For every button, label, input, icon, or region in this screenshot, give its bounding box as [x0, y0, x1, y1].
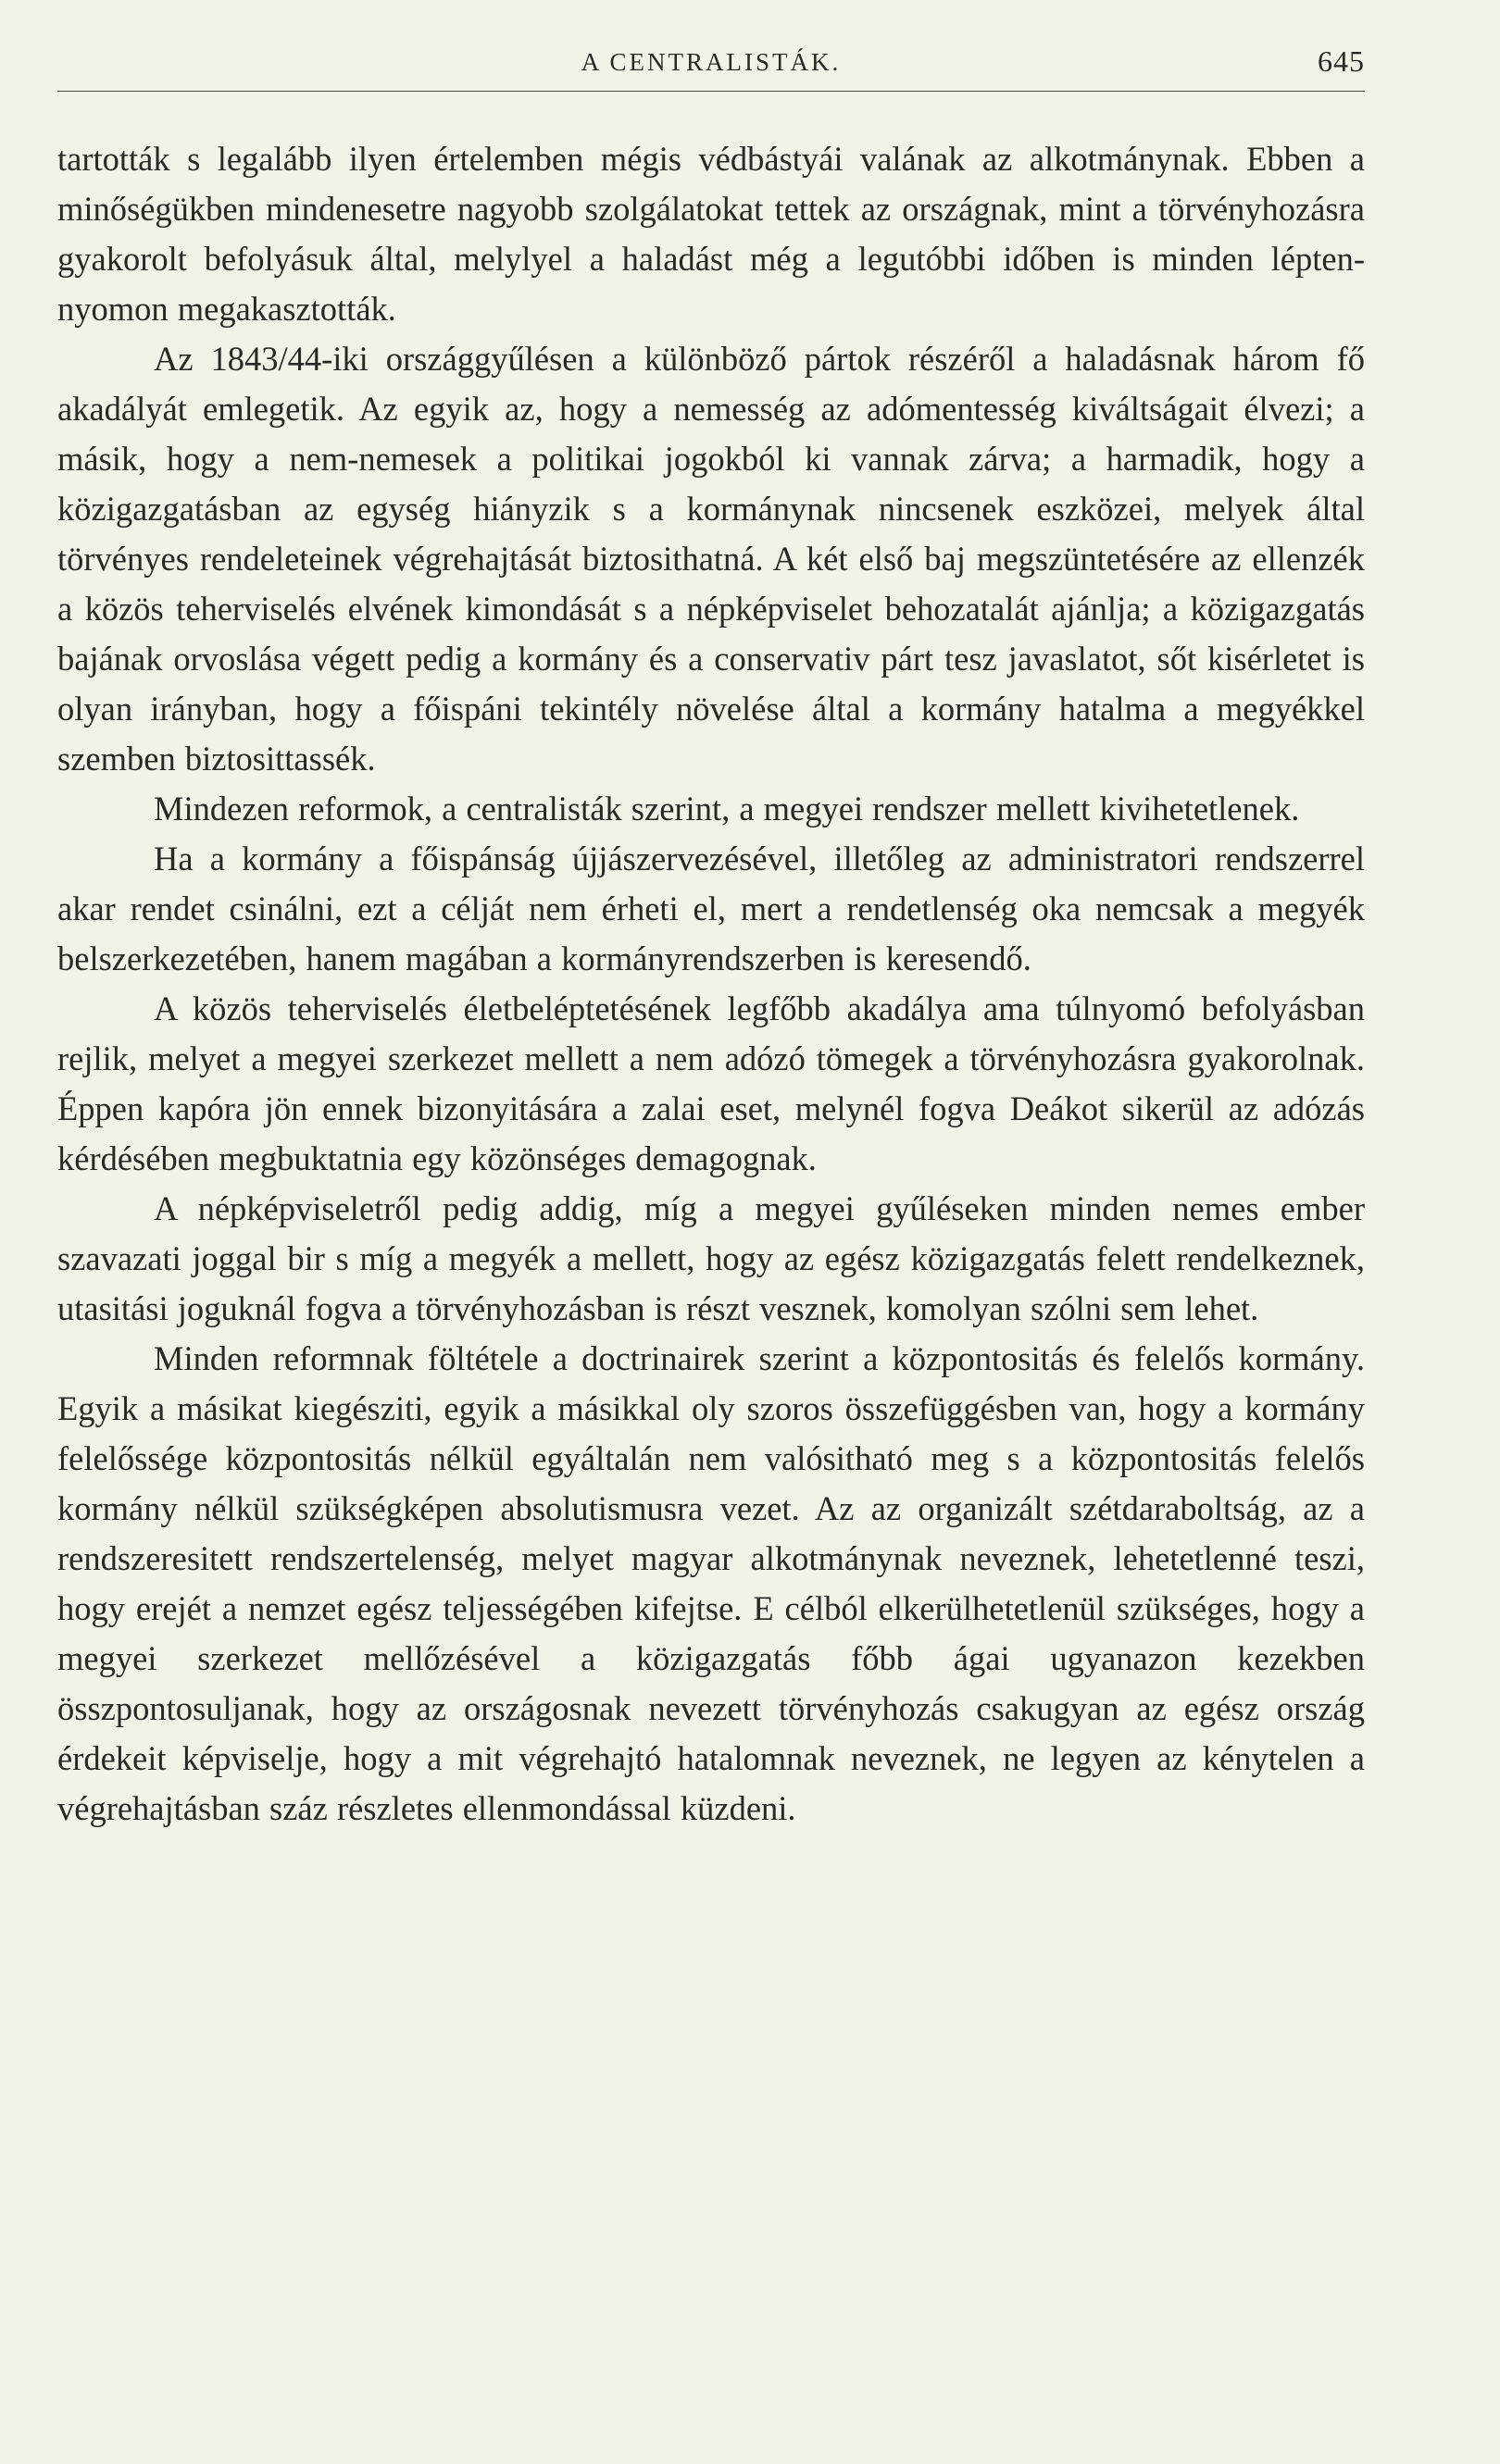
paragraph: A közös teherviselés életbeléptetésének legfőbb akadálya ama túlnyomó befolyásban rejlik, melyet a megyei szerkezet mellett a nem adózó tömegek a törvényhozásra gyakorolnak. Éppen kapóra jön ennek bizonyitására a zalai eset, melynél fogva Deákot sikerül az adózás kérdésében megbuktatnia egy közönséges demagognak.: [57, 989, 1365, 1177]
book-page: [57, 37, 1365, 1834]
paragraph: A népképviseletről pedig addig, míg a megyei gyűléseken minden nemes ember szavazati joggal bir s míg a megyék a mellett, hogy az egész közigazgatás felett rendelkeznek, utasitási joguknál fogva a törvényhozásban is részt vesznek, komolyan szólni sem lehet.: [57, 1189, 1365, 1327]
paragraph: Az 1843/44-iki országgyűlésen a különböző pártok részéről a haladásnak három fő akadályát emlegetik. Az egyik az, hogy a nemesség az adómentesség kiváltságait élvezi; a másik, hogy a nem-nemesek a politikai jogokból ki vannak zárva; a harmadik, hogy a közigazgatásban az egység hiányzik s a kormánynak nincsenek eszközei, melyek által törvényes rendeleteinek végrehajtását biztosithatná. A két első baj megszüntetésére az ellenzék a közös teherviselés elvének kimondását s a népképviselet behozatalát ajánlja; a közigazgatás bajának orvoslása végett pedig a kormány és a conservativ párt tesz javaslatot, sőt kisérletet is olyan irányban, hogy a főispáni tekintély növelése által a kormány hatalma a megyékkel szemben biztosittassék.: [57, 340, 1365, 778]
running-title: A CENTRALISTÁK.: [581, 48, 842, 76]
paragraph: Mindezen reformok, a centralisták szerint, a megyei rendszer mellett kivihetetlenek.: [154, 790, 1300, 828]
paragraph: Ha a kormány a főispánság újjászervezésével, illetőleg az administratori rendszerrel akar rendet csinálni, ezt a célját nem érheti el, mert a rendetlenség oka nemcsak a megyék belszerkezetében, hanem magában a kormányrendszerben is keresendő.: [57, 840, 1365, 977]
running-head: [57, 37, 1365, 92]
page-number: 645: [1318, 44, 1365, 78]
paragraph: tartották s legalább ilyen értelemben mégis védbástyái valának az alkotmánynak. Ebben a minőségükben mindenesetre nagyobb szolgálatokat tettek az országnak, mint a törvényhozásra gyakorolt befolyásuk által, melylyel a haladást még a legutóbbi időben is minden lépten-nyomon megakasztották.: [57, 140, 1365, 328]
body-text: [57, 134, 1365, 1834]
paragraph: Minden reformnak föltétele a doctrinairek szerint a központositás és felelős kormány. Egyik a másikat kiegésziti, egyik a másikkal oly szoros összefüggésben van, hogy a kormány felelőssége központositás nélkül egyáltalán nem valósitható meg s a központositás felelős kormány nélkül szükségképen absolutismusra vezet. Az az organizált szétdaraboltság, az a rendszeresitett rendszertelenség, melyet magyar alkotmánynak neveznek, lehetetlenné teszi, hogy erejét a nemzet egész teljességében kifejtse. E célból elkerülhetetlenül szükséges, hogy a megyei szerkezet mellőzésével a közigazgatás főbb ágai ugyanazon kezekben összpontosuljanak, hogy az országosnak nevezett törvényhozás csakugyan az egész ország érdekeit képviselje, hogy a mit végrehajtó hatalomnak neveznek, ne legyen az kénytelen a végrehajtásban száz részletes ellenmondással küzdeni.: [57, 1339, 1365, 1827]
